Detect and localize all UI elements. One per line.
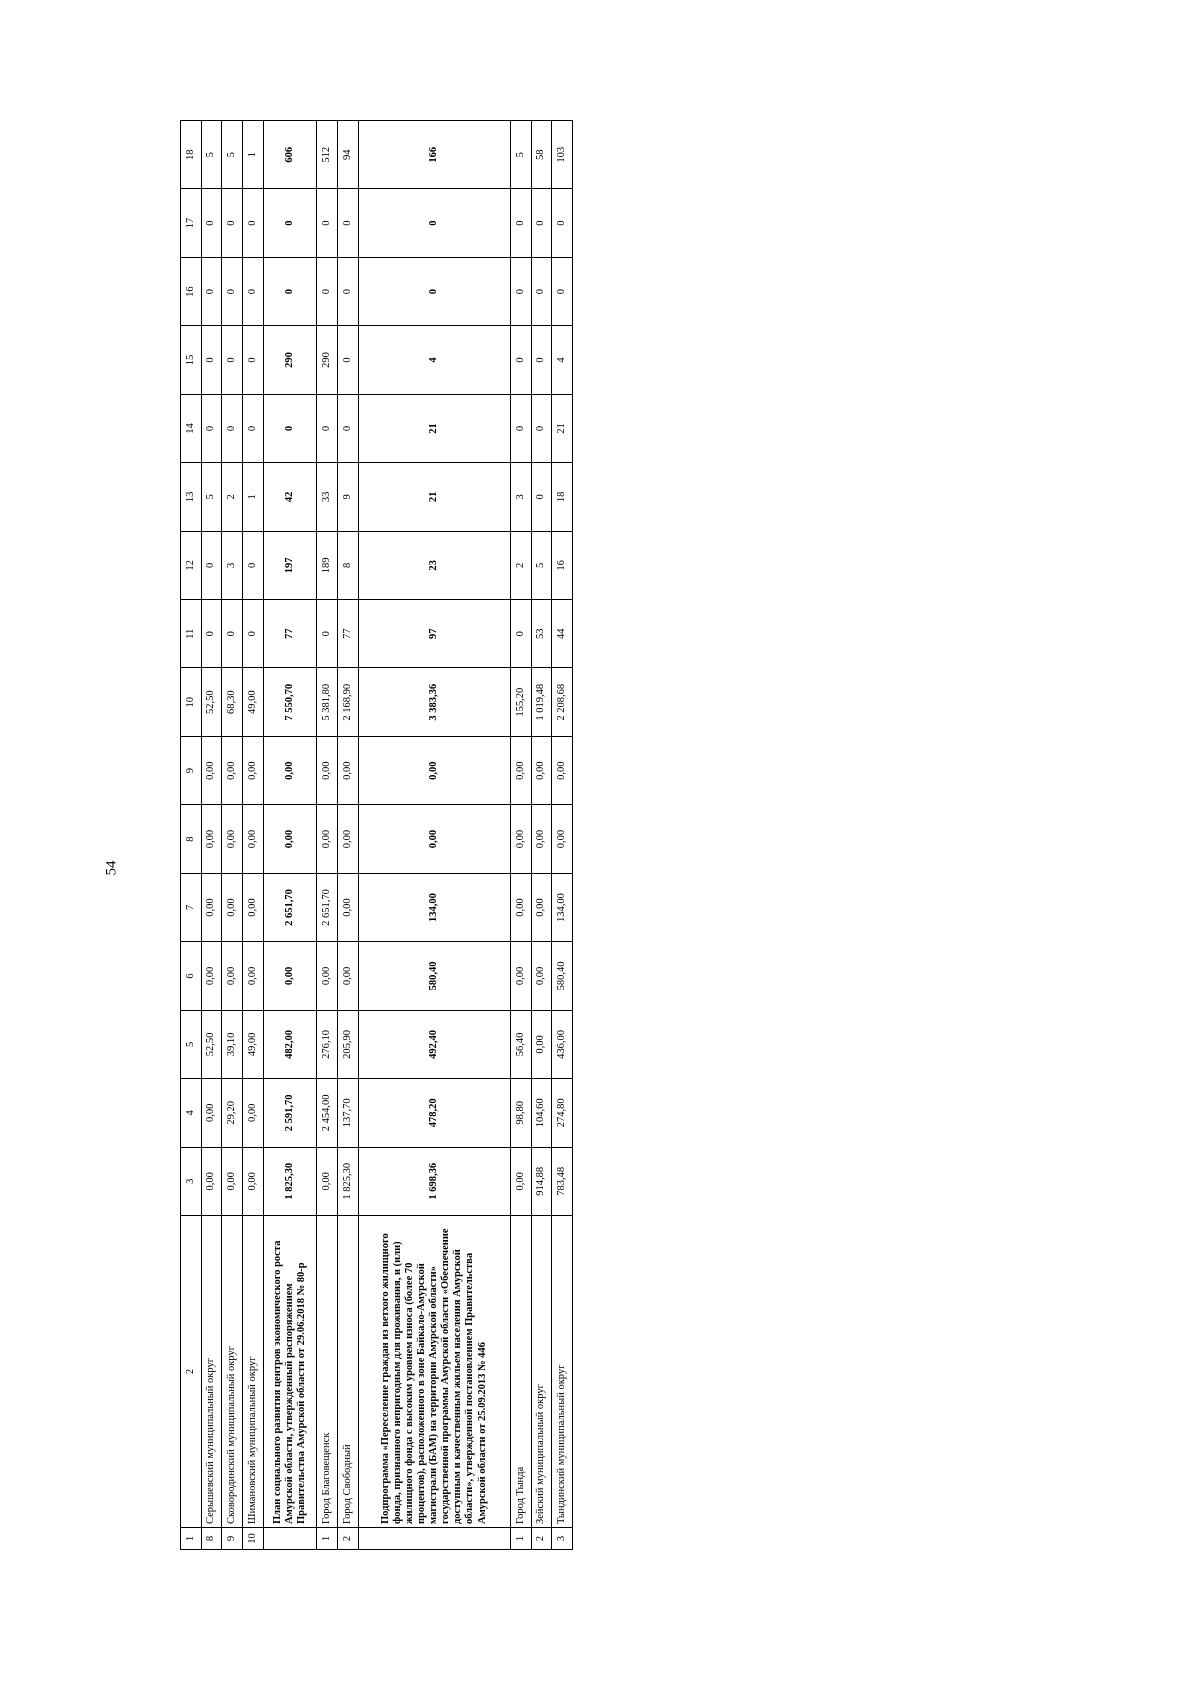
header-cell: 14 bbox=[181, 394, 202, 462]
value-cell: 0 bbox=[263, 257, 317, 325]
value-cell: 77 bbox=[263, 600, 317, 668]
value-cell: 914,88 bbox=[531, 1147, 552, 1215]
value-cell: 0,00 bbox=[511, 873, 532, 941]
table-row bbox=[531, 121, 552, 1550]
value-cell: 0,00 bbox=[222, 873, 243, 941]
value-cell: 0 bbox=[317, 257, 338, 325]
value-cell: 1 698,36 bbox=[358, 1147, 510, 1215]
data-table bbox=[180, 120, 573, 1550]
value-cell: 0 bbox=[242, 189, 263, 257]
value-cell: 2 bbox=[222, 463, 243, 531]
header-cell: 11 bbox=[181, 600, 202, 668]
value-cell: 0,00 bbox=[201, 736, 222, 804]
value-cell: 0 bbox=[552, 189, 573, 257]
value-cell: 0,00 bbox=[337, 942, 358, 1010]
value-cell: 580,40 bbox=[358, 942, 510, 1010]
value-cell: 0,00 bbox=[263, 736, 317, 804]
header-cell: 13 bbox=[181, 463, 202, 531]
value-cell: 137,70 bbox=[337, 1079, 358, 1147]
value-cell: 0,00 bbox=[222, 942, 243, 1010]
value-cell: 5 bbox=[201, 121, 222, 189]
value-cell: 0,00 bbox=[201, 1147, 222, 1215]
value-cell: 0 bbox=[358, 257, 510, 325]
page-number: 54 bbox=[103, 860, 120, 876]
value-cell: 0,00 bbox=[531, 736, 552, 804]
table-row bbox=[552, 121, 573, 1550]
value-cell: 290 bbox=[317, 326, 338, 394]
value-cell: 2 454,00 bbox=[317, 1079, 338, 1147]
value-cell: 0,00 bbox=[201, 1079, 222, 1147]
value-cell: 0,00 bbox=[531, 873, 552, 941]
value-cell: 0 bbox=[317, 189, 338, 257]
value-cell: 21 bbox=[358, 463, 510, 531]
value-cell: 1 825,30 bbox=[337, 1147, 358, 1215]
value-cell: 0 bbox=[242, 600, 263, 668]
value-cell: 9 bbox=[337, 463, 358, 531]
value-cell: 0 bbox=[511, 257, 532, 325]
value-cell: 0,00 bbox=[358, 736, 510, 804]
row-name-cell: Город Благовещенск bbox=[317, 1216, 338, 1528]
value-cell: 3 bbox=[511, 463, 532, 531]
value-cell: 0,00 bbox=[531, 942, 552, 1010]
row-name-cell: Сковородинский муниципальный округ bbox=[222, 1216, 243, 1528]
value-cell: 0 bbox=[242, 326, 263, 394]
value-cell: 606 bbox=[263, 121, 317, 189]
value-cell: 1 bbox=[242, 121, 263, 189]
value-cell: 0,00 bbox=[317, 942, 338, 1010]
table-row bbox=[222, 121, 243, 1550]
value-cell: 0 bbox=[222, 326, 243, 394]
value-cell: 166 bbox=[358, 121, 510, 189]
value-cell: 8 bbox=[337, 531, 358, 599]
value-cell: 0,00 bbox=[337, 736, 358, 804]
value-cell: 0,00 bbox=[511, 805, 532, 873]
value-cell: 1 825,30 bbox=[263, 1147, 317, 1215]
value-cell: 478,20 bbox=[358, 1079, 510, 1147]
header-cell: 7 bbox=[181, 873, 202, 941]
value-cell: 3 bbox=[222, 531, 243, 599]
row-number-cell: 2 bbox=[531, 1528, 552, 1550]
header-cell: 17 bbox=[181, 189, 202, 257]
value-cell: 53 bbox=[531, 600, 552, 668]
rotated-table-wrapper bbox=[180, 120, 573, 1550]
value-cell: 0 bbox=[201, 531, 222, 599]
value-cell: 58 bbox=[531, 121, 552, 189]
value-cell: 49,00 bbox=[242, 1010, 263, 1078]
value-cell: 0 bbox=[201, 257, 222, 325]
value-cell: 39,10 bbox=[222, 1010, 243, 1078]
value-cell: 0 bbox=[337, 394, 358, 462]
value-cell: 436,00 bbox=[552, 1010, 573, 1078]
row-number-cell: 10 bbox=[242, 1528, 263, 1550]
value-cell: 0,00 bbox=[222, 805, 243, 873]
value-cell: 0,00 bbox=[531, 1010, 552, 1078]
header-cell: 2 bbox=[181, 1216, 202, 1528]
value-cell: 155,20 bbox=[511, 668, 532, 736]
value-cell: 103 bbox=[552, 121, 573, 189]
value-cell: 0 bbox=[263, 394, 317, 462]
value-cell: 56,40 bbox=[511, 1010, 532, 1078]
value-cell: 134,00 bbox=[552, 873, 573, 941]
value-cell: 0,00 bbox=[222, 736, 243, 804]
value-cell: 0 bbox=[337, 189, 358, 257]
value-cell: 18 bbox=[552, 463, 573, 531]
value-cell: 0,00 bbox=[242, 1079, 263, 1147]
value-cell: 0 bbox=[242, 531, 263, 599]
header-cell: 10 bbox=[181, 668, 202, 736]
value-cell: 0,00 bbox=[242, 1147, 263, 1215]
value-cell: 42 bbox=[263, 463, 317, 531]
value-cell: 197 bbox=[263, 531, 317, 599]
value-cell: 205,90 bbox=[337, 1010, 358, 1078]
value-cell: 0,00 bbox=[317, 736, 338, 804]
table-row bbox=[317, 121, 338, 1550]
header-cell: 1 bbox=[181, 1528, 202, 1550]
row-number-cell: 1 bbox=[317, 1528, 338, 1550]
value-cell: 29,20 bbox=[222, 1079, 243, 1147]
row-number-cell: 9 bbox=[222, 1528, 243, 1550]
value-cell: 49,00 bbox=[242, 668, 263, 736]
value-cell: 0 bbox=[531, 257, 552, 325]
value-cell: 0 bbox=[201, 600, 222, 668]
value-cell: 3 383,36 bbox=[358, 668, 510, 736]
value-cell: 52,50 bbox=[201, 1010, 222, 1078]
value-cell: 0 bbox=[531, 326, 552, 394]
value-cell: 104,60 bbox=[531, 1079, 552, 1147]
value-cell: 5 bbox=[531, 531, 552, 599]
value-cell: 1 bbox=[242, 463, 263, 531]
row-name-cell: Город Тында bbox=[511, 1216, 532, 1528]
row-name-cell: План социального развития центров экономического роста Амурской области, утвержденный распоряжением Правительства Амурской области от 29.06.2018 № 80-р bbox=[263, 1216, 317, 1528]
value-cell: 98,80 bbox=[511, 1079, 532, 1147]
value-cell: 0,00 bbox=[511, 736, 532, 804]
value-cell: 0 bbox=[201, 394, 222, 462]
value-cell: 0,00 bbox=[531, 805, 552, 873]
value-cell: 94 bbox=[337, 121, 358, 189]
value-cell: 0 bbox=[222, 394, 243, 462]
value-cell: 0,00 bbox=[263, 805, 317, 873]
row-name-cell: Зейский муниципальный округ bbox=[531, 1216, 552, 1528]
value-cell: 1 019,48 bbox=[531, 668, 552, 736]
value-cell: 0,00 bbox=[552, 805, 573, 873]
value-cell: 0 bbox=[552, 257, 573, 325]
row-name-cell: Шимановский муниципальный округ bbox=[242, 1216, 263, 1528]
value-cell: 0 bbox=[242, 394, 263, 462]
value-cell: 0 bbox=[511, 189, 532, 257]
header-cell: 9 bbox=[181, 736, 202, 804]
value-cell: 0,00 bbox=[242, 942, 263, 1010]
value-cell: 2 591,70 bbox=[263, 1079, 317, 1147]
header-cell: 4 bbox=[181, 1079, 202, 1147]
row-name-cell: Тындинский муниципальный округ bbox=[552, 1216, 573, 1528]
value-cell: 0,00 bbox=[201, 873, 222, 941]
value-cell: 492,40 bbox=[358, 1010, 510, 1078]
table-row bbox=[358, 121, 510, 1550]
value-cell: 21 bbox=[358, 394, 510, 462]
value-cell: 0 bbox=[531, 463, 552, 531]
value-cell: 0 bbox=[531, 189, 552, 257]
value-cell: 2 208,68 bbox=[552, 668, 573, 736]
table-row bbox=[511, 121, 532, 1550]
value-cell: 16 bbox=[552, 531, 573, 599]
header-cell: 18 bbox=[181, 121, 202, 189]
value-cell: 0,00 bbox=[511, 1147, 532, 1215]
value-cell: 0,00 bbox=[317, 1147, 338, 1215]
table-body bbox=[181, 121, 573, 1550]
header-cell: 6 bbox=[181, 942, 202, 1010]
value-cell: 21 bbox=[552, 394, 573, 462]
value-cell: 274,80 bbox=[552, 1079, 573, 1147]
value-cell: 0,00 bbox=[222, 1147, 243, 1215]
value-cell: 482,00 bbox=[263, 1010, 317, 1078]
value-cell: 0,00 bbox=[337, 873, 358, 941]
row-number-cell: 3 bbox=[552, 1528, 573, 1550]
table-row bbox=[263, 121, 317, 1550]
row-number-cell: 1 bbox=[511, 1528, 532, 1550]
header-cell: 16 bbox=[181, 257, 202, 325]
value-cell: 5 bbox=[511, 121, 532, 189]
value-cell: 0 bbox=[531, 394, 552, 462]
value-cell: 0,00 bbox=[263, 942, 317, 1010]
row-name-cell: Город Свободный bbox=[337, 1216, 358, 1528]
header-cell: 15 bbox=[181, 326, 202, 394]
value-cell: 0 bbox=[222, 189, 243, 257]
value-cell: 33 bbox=[317, 463, 338, 531]
value-cell: 0,00 bbox=[552, 736, 573, 804]
value-cell: 44 bbox=[552, 600, 573, 668]
value-cell: 0 bbox=[511, 326, 532, 394]
value-cell: 52,50 bbox=[201, 668, 222, 736]
header-cell: 3 bbox=[181, 1147, 202, 1215]
header-row bbox=[181, 121, 202, 1550]
value-cell: 0,00 bbox=[242, 805, 263, 873]
value-cell: 68,30 bbox=[222, 668, 243, 736]
value-cell: 2 651,70 bbox=[263, 873, 317, 941]
header-cell: 12 bbox=[181, 531, 202, 599]
value-cell: 0 bbox=[201, 189, 222, 257]
header-cell: 8 bbox=[181, 805, 202, 873]
value-cell: 23 bbox=[358, 531, 510, 599]
value-cell: 0,00 bbox=[201, 805, 222, 873]
table-row bbox=[337, 121, 358, 1550]
value-cell: 134,00 bbox=[358, 873, 510, 941]
table-row bbox=[242, 121, 263, 1550]
value-cell: 0,00 bbox=[201, 942, 222, 1010]
value-cell: 189 bbox=[317, 531, 338, 599]
value-cell: 0,00 bbox=[358, 805, 510, 873]
value-cell: 0 bbox=[358, 189, 510, 257]
value-cell: 2 651,70 bbox=[317, 873, 338, 941]
value-cell: 0,00 bbox=[242, 736, 263, 804]
value-cell: 5 bbox=[222, 121, 243, 189]
value-cell: 512 bbox=[317, 121, 338, 189]
value-cell: 0 bbox=[317, 600, 338, 668]
value-cell: 580,40 bbox=[552, 942, 573, 1010]
row-number-cell: 2 bbox=[337, 1528, 358, 1550]
value-cell: 77 bbox=[337, 600, 358, 668]
row-name-cell: Серышевский муниципальный округ bbox=[201, 1216, 222, 1528]
value-cell: 2 168,90 bbox=[337, 668, 358, 736]
value-cell: 0 bbox=[201, 326, 222, 394]
value-cell: 783,48 bbox=[552, 1147, 573, 1215]
value-cell: 290 bbox=[263, 326, 317, 394]
row-number-cell bbox=[263, 1528, 317, 1550]
value-cell: 0,00 bbox=[511, 942, 532, 1010]
value-cell: 0,00 bbox=[337, 805, 358, 873]
value-cell: 97 bbox=[358, 600, 510, 668]
value-cell: 4 bbox=[358, 326, 510, 394]
row-number-cell: 8 bbox=[201, 1528, 222, 1550]
value-cell: 0 bbox=[263, 189, 317, 257]
value-cell: 7 550,70 bbox=[263, 668, 317, 736]
value-cell: 0 bbox=[222, 600, 243, 668]
row-name-cell: Подпрограмма «Переселение граждан из ветхого жилищного фонда, признанного непригодным для проживания, и (или) жилищного фонда с высоким уровнем износа (более 70 процентов), расположенного в зоне Байкало-Амурской магистрали (БАМ) на территории Амурской области» государственной программы Амурской области «Обеспечение доступным и качественным жильем населения Амурской области», утвержденной постановлением Правительства Амурской области от 25.09.2013 № 446 bbox=[358, 1216, 510, 1528]
value-cell: 0 bbox=[317, 394, 338, 462]
table-row bbox=[201, 121, 222, 1550]
value-cell: 276,10 bbox=[317, 1010, 338, 1078]
value-cell: 0 bbox=[242, 257, 263, 325]
value-cell: 0,00 bbox=[242, 873, 263, 941]
value-cell: 0,00 bbox=[317, 805, 338, 873]
value-cell: 4 bbox=[552, 326, 573, 394]
header-cell: 5 bbox=[181, 1010, 202, 1078]
value-cell: 5 bbox=[201, 463, 222, 531]
value-cell: 0 bbox=[337, 326, 358, 394]
value-cell: 0 bbox=[511, 600, 532, 668]
value-cell: 0 bbox=[511, 394, 532, 462]
value-cell: 0 bbox=[222, 257, 243, 325]
row-number-cell bbox=[358, 1528, 510, 1550]
value-cell: 0 bbox=[337, 257, 358, 325]
value-cell: 2 bbox=[511, 531, 532, 599]
value-cell: 5 381,80 bbox=[317, 668, 338, 736]
